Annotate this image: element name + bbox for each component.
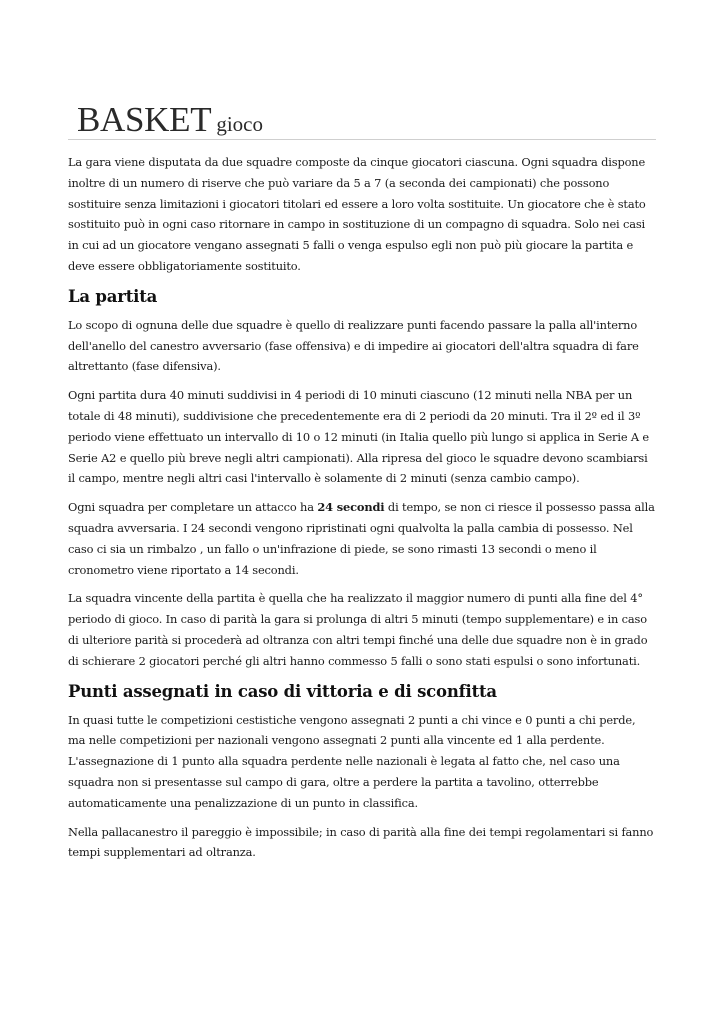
intro-paragraph: La gara viene disputata da due squadre composte da cinque giocatori ciascuna. Ogni squadra dispone inoltre di un numero di riserve che può variare da 5 a 7 (a seconda dei campionati) che possono sostituire senza limitazioni i giocatori titolari ed essere a loro volta sostituite. Un giocatore che è stato sostituito può in ogni caso ritornare in campo in sostituzione di un compagno di squadra. Solo nei casi in cui ad un giocatore vengano assegnati 5 falli o venga espulso egli non può più giocare la partita e deve essere obbligatoriamente sostituito. [68,155,646,273]
punti-paragraph-2: Nella pallacanestro il pareggio è impossibile; in caso di parità alla fine dei tempi regolamentari si fanno tempi supplementari ad oltranza. [68,824,654,860]
p3-text-after: di tempo, se non ci riesce il possesso passa alla squadra avversaria. I 24 secondi vengono ripristinati ogni qualvolta la palla cambia di possesso. Nel caso ci sia un rimbalzo , un fallo o un'infrazione di piede, se sono rimasti 13 secondi o meno il cronometro viene riportato a 14 secondi. [68,500,655,577]
document-page [68,0,656,871]
partita-paragraph-3 [68,497,656,580]
punti-paragraph-1: In quasi tutte le competizioni cestistiche vengono assegnati 2 punti a chi vince e 0 punti a chi perde, ma nelle competizioni per nazionali vengono assegnati 2 punti alla vincente ed 1 alla perdente. L'assegnazione di 1 punto alla squadra perdente nelle nazionali è legata al fatto che, nel caso una squadra non si presentasse sul campo di gara, oltre a perdere la partita a tavolino, otterrebbe automaticamente una penalizzazione di un punto in classifica. [68,712,636,810]
partita-paragraph-2: Ogni partita dura 40 minuti suddivisi in 4 periodi di 10 minuti ciascuno (12 minuti nella NBA per un totale di 48 minuti), suddivisione che precedentemente era di 2 periodi da 20 minuti. Tra il 2º ed il 3º periodo viene effettuato un intervallo di 10 o 12 minuti (in Italia quello più lungo si applica in Serie A e Serie A2 e quello più breve negli altri campionati). Alla ripresa del gioco le squadre devono scambiarsi il campo, mentre negli altri casi l'intervallo è solamente di 2 minuti (senza cambio campo). [68,388,650,486]
partita-paragraph-1: Lo scopo di ognuna delle due squadre è quello di realizzare punti facendo passare la palla all'interno dell'anello del canestro avversario (fase offensiva) e di impedire ai giocatori dell'altra squadra di fare altrettanto (fase difensiva). [68,317,639,374]
section-heading-la-partita: La partita [68,286,158,306]
document-title [68,101,656,140]
p3-bold-24-secondi: 24 secondi [317,500,385,515]
section-heading-punti-assegnati: Punti assegnati in caso di vittoria e di sconfitta [68,681,497,701]
title-subtitle: gioco [216,112,263,136]
p3-text-before: Ogni squadra per completare un attacco ha [68,500,318,515]
title-main: BASKET [77,100,212,139]
partita-paragraph-4: La squadra vincente della partita è quella che ha realizzato il maggior numero di punti alla fine del 4° periodo di gioco. In caso di parità la gara si prolunga di altri 5 minuti (tempo supplementare) e in caso di ulteriore parità si procederà ad oltranza con altri tempi finché una delle due squadre non è in grado di schierare 2 giocatori perché gli altri hanno commesso 5 falli o sono stati espulsi o sono infortunati. [68,591,648,668]
